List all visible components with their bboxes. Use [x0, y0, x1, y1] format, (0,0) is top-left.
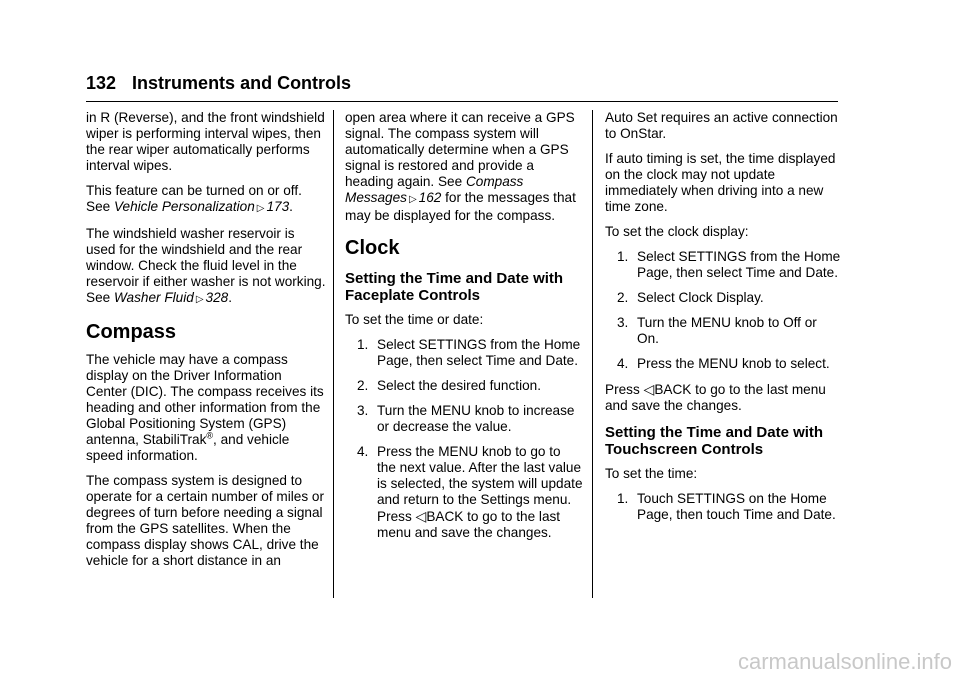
page-ref-number[interactable]: 173 — [266, 199, 290, 214]
paragraph — [86, 226, 326, 308]
section-heading-clock: Clock — [345, 237, 400, 259]
text: . — [228, 290, 232, 305]
text: for the messages that may be displayed for the compass. — [345, 190, 576, 223]
header-rule — [86, 101, 838, 102]
paragraph: If auto timing is set, the time displayed on the clock may not update immediately when driving into a new time zone. — [605, 151, 836, 214]
list-item — [605, 290, 841, 306]
back-label: BACK — [654, 382, 692, 397]
paragraph — [86, 352, 326, 464]
section-title: Instruments and Controls — [132, 73, 352, 93]
list-item — [345, 403, 583, 435]
paragraph: The compass system is designed to operate for a certain number of miles or degrees of turn before needing a signal from the GPS satellites. When the compass display shows CAL, drive the vehicle for a short distance in an — [86, 473, 325, 568]
paragraph — [605, 381, 841, 414]
text: open area where it can receive a GPS signal. The compass system will automatically determine when a GPS signal is restored and provide a heading again. See — [345, 110, 575, 189]
step-text: Select Clock Display. — [637, 290, 764, 305]
page-ref-number[interactable]: 328 — [205, 290, 229, 305]
paragraph: in R (Reverse), and the front windshield wiper is performing interval wipes, then the rear wiper automatically performs interval wipes. — [86, 110, 325, 173]
step-number: 4. — [357, 444, 369, 459]
column-3 — [605, 110, 841, 532]
step-number: 1. — [617, 249, 629, 264]
cross-reference-link[interactable]: Compass Messages — [345, 174, 524, 205]
step-text: Select SETTINGS from the Home Page, then select Time and Date. — [637, 249, 841, 280]
step-number: 3. — [617, 315, 629, 330]
list-item — [605, 315, 841, 347]
text: The windshield washer reservoir is used for the windshield and the rear window. Check the fluid level in the reservoir if either washer is not working. See — [86, 226, 326, 305]
list-item — [605, 356, 841, 372]
page-number: 132 — [86, 73, 117, 93]
back-arrow-icon: ◁ — [643, 381, 655, 397]
paragraph: To set the time or date: — [345, 312, 484, 327]
text: . — [289, 199, 293, 214]
page-ref-number[interactable]: 162 — [418, 190, 442, 205]
page-ref-triangle-icon: ▷ — [256, 203, 265, 214]
step-number: 2. — [617, 290, 629, 305]
list-item — [345, 337, 583, 369]
step-text: Touch SETTINGS on the Home Page, then touch Time and Date. — [637, 491, 836, 522]
paragraph — [86, 183, 326, 217]
step-text: Press the MENU knob to go to the next value. After the last value is selected, the system will update and return to the Settings menu. Press — [377, 444, 583, 524]
step-text: Select the desired function. — [377, 378, 541, 393]
column-1 — [86, 110, 326, 578]
cross-reference-link[interactable]: Vehicle Personalization — [113, 199, 255, 214]
text: The vehicle may have a compass display on the Driver Information Center (DIC). The compass receives its heading and other information from the Global Positioning System (GPS) antenna, StabiliTrak — [86, 352, 324, 447]
step-text: to go to the last menu and save the changes. — [377, 509, 561, 540]
text: , and vehicle speed information. — [86, 432, 290, 463]
step-number: 2. — [357, 378, 369, 393]
back-label: BACK — [426, 509, 464, 524]
steps-list — [605, 249, 841, 372]
subheading-touchscreen: Setting the Time and Date with Touchscreen Controls — [605, 424, 824, 458]
page-ref-triangle-icon: ▷ — [195, 294, 204, 305]
column-divider-2 — [592, 110, 593, 598]
list-item — [345, 378, 583, 394]
text: to go to the last menu and save the changes. — [605, 382, 826, 413]
list-item — [605, 491, 841, 523]
step-number: 1. — [617, 491, 629, 506]
paragraph: To set the clock display: — [605, 224, 749, 239]
steps-list — [345, 337, 583, 541]
step-text: Select SETTINGS from the Home Page, then select Time and Date. — [377, 337, 581, 368]
step-number: 3. — [357, 403, 369, 418]
step-number: 4. — [617, 356, 629, 371]
watermark: carmanualsonline.info — [737, 649, 952, 674]
subheading-faceplate: Setting the Time and Date with Faceplate Controls — [345, 270, 564, 304]
list-item — [605, 249, 841, 281]
page-header — [86, 72, 351, 94]
column-divider-1 — [333, 110, 334, 598]
step-number: 1. — [357, 337, 369, 352]
steps-list — [605, 491, 841, 523]
list-item — [345, 444, 583, 541]
step-text: Turn the MENU knob to increase or decrease the value. — [377, 403, 575, 434]
column-2 — [345, 110, 583, 550]
page-ref-triangle-icon: ▷ — [408, 194, 417, 205]
paragraph — [345, 110, 583, 224]
text: Press — [605, 382, 644, 397]
step-text: Press the MENU knob to select. — [637, 356, 830, 371]
paragraph: To set the time: — [605, 466, 698, 481]
step-text: Turn the MENU knob to Off or On. — [637, 315, 817, 346]
back-arrow-icon: ◁ — [415, 508, 427, 524]
paragraph: Auto Set requires an active connection to OnStar. — [605, 110, 838, 141]
cross-reference-link[interactable]: Washer Fluid — [113, 290, 194, 305]
text: This feature can be turned on or off. See — [86, 183, 302, 214]
registered-mark: ® — [206, 430, 214, 441]
section-heading-compass: Compass — [86, 321, 177, 343]
